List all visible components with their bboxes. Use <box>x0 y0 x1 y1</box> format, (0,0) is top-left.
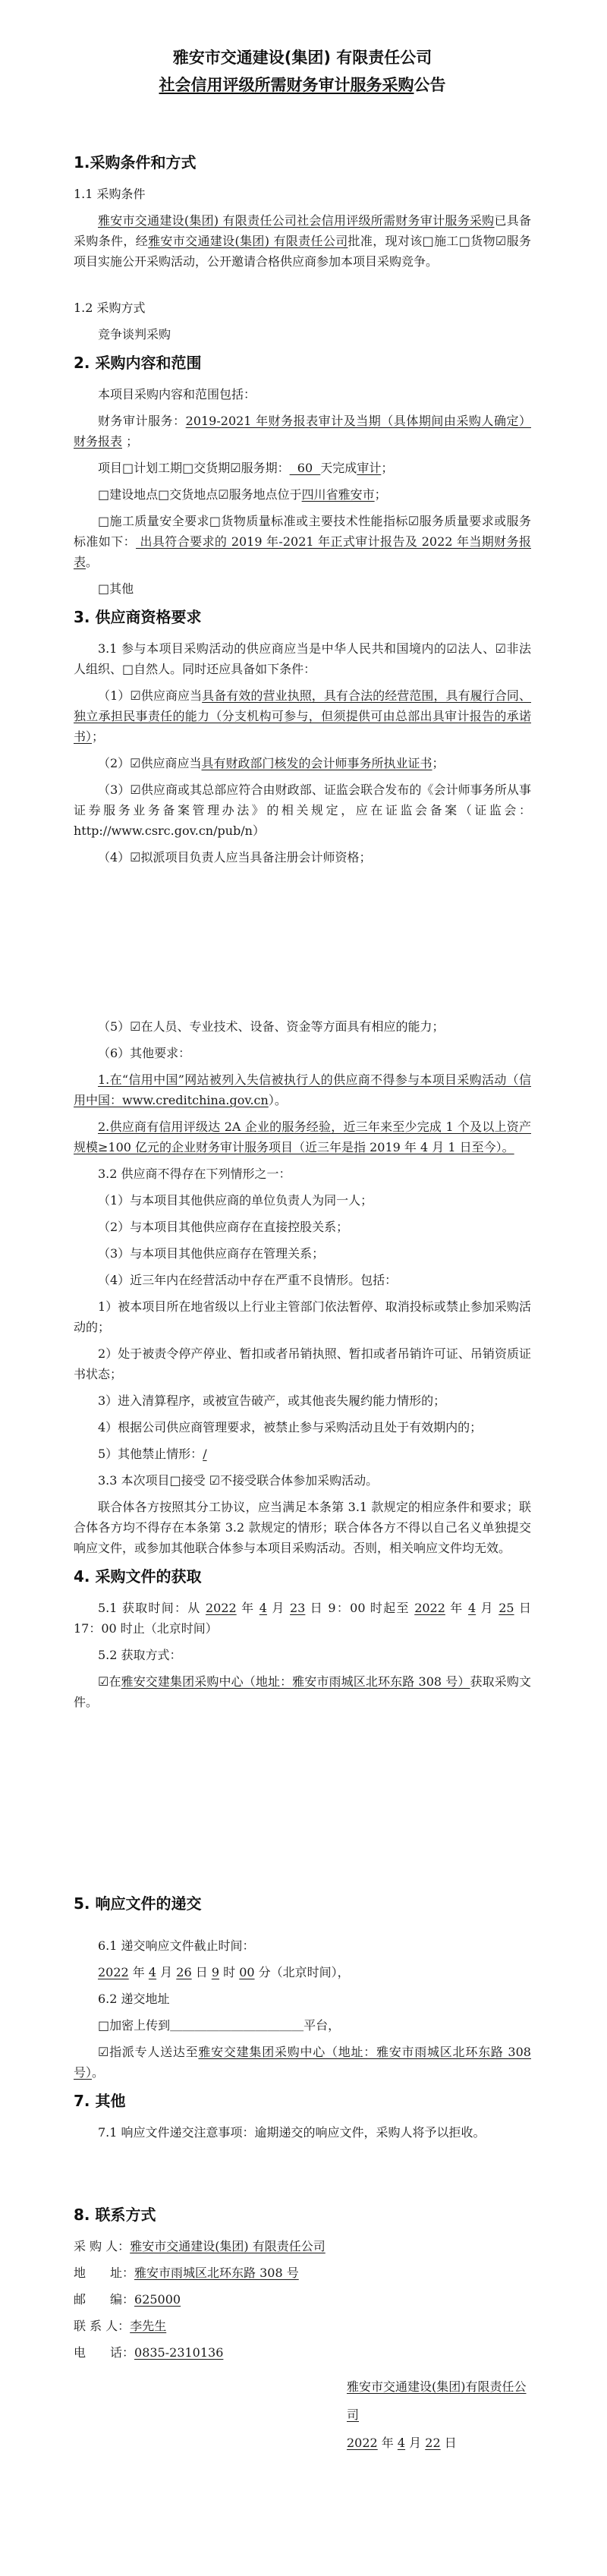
text-run: 1.在“信用中国”网站被列入失信被执行人的供应商不得参与本项目采购活动（信用中国：www.creditchina.gov.cn <box>74 1072 531 1107</box>
para-bad-situation-2 <box>74 1343 531 1384</box>
text-run: 月 <box>156 1965 177 1979</box>
document-title-block <box>74 44 531 99</box>
text-run: 公告 <box>414 76 446 94</box>
text-run: 1）被本项目所在地省级以上行业主管部门依法暂停、取消投标或禁止参加采购活动的； <box>74 1299 531 1334</box>
para-other-req-2 <box>74 1116 531 1157</box>
para-submit-address-label <box>74 1989 531 2009</box>
contact-person <box>74 2316 531 2336</box>
contact-zipcode <box>74 2289 531 2310</box>
text-run: 财务审计服务： <box>98 414 186 428</box>
para-submit-upload <box>74 2015 531 2036</box>
text-run: 3.3 本次项目□接受 ☑不接受联合体参加采购活动。 <box>98 1473 379 1488</box>
text-run: 4 <box>148 1965 157 1979</box>
text-run: 日 17：00 时止（北京时间） <box>74 1601 531 1636</box>
text-run: 年 <box>445 1601 468 1615</box>
text-run: □加密上传到 <box>98 2018 171 2033</box>
text-run: 地 址： <box>74 2266 135 2280</box>
text-run: ☑指派专人送达至 <box>98 2045 199 2059</box>
text-run: 天完成 <box>320 461 357 475</box>
text-run: （1）与本项目其他供应商的单位负责人为同一人； <box>98 1193 373 1208</box>
page-break-spacer-1 <box>74 874 531 1010</box>
signature-company <box>347 2373 531 2429</box>
para-bad-situation-4 <box>74 1417 531 1438</box>
text-run: 5.2 获取方式： <box>98 1648 182 1662</box>
text-run: 电 话： <box>74 2345 135 2360</box>
para-requirement-4 <box>74 847 531 868</box>
para-requirement-1 <box>74 685 531 747</box>
text-run: （2）与本项目其他供应商存在直接控股关系； <box>98 1220 349 1234</box>
text-run: 2022 <box>205 1601 237 1615</box>
text-run: ＿＿＿＿＿＿＿＿＿＿＿ <box>170 2018 304 2033</box>
text-run: 9 <box>211 1965 220 1979</box>
text-run: 5.1 获取时间：从 <box>98 1601 206 1615</box>
para-service-period <box>74 458 531 478</box>
text-run: □建设地点□交货地点☑服务地点位于 <box>98 487 302 502</box>
text-run: 日 <box>191 1965 212 1979</box>
text-run: 。 <box>86 555 99 569</box>
text-run: 2019-2021 年财务报表审计及当期（具体期间由采购人确定）财务报表 <box>74 414 531 449</box>
para-3-2 <box>74 1164 531 1184</box>
text-run: □施工质量安全要求□货物质量标准或主要技术性能指标☑服务质量要求或服务标准如下： <box>74 514 531 549</box>
para-obtain-location <box>74 1671 531 1712</box>
para-scope-intro <box>74 384 531 405</box>
text-run: 联合体各方按照其分工协议，应当满足本条第 3.1 款规定的相应条件和要求；联合体各方均不得存在本条第 3.2 款规定的情形；联合体各方不得以自己名义单独提交响应文件，或参加其他联合体参与本项目采购活动。否则，相关响应文件均无效。 <box>74 1500 531 1555</box>
text-run: 60 <box>289 461 321 475</box>
para-consortium <box>74 1497 531 1558</box>
para-bad-situation-1 <box>74 1296 531 1337</box>
text-run: 月 <box>476 1601 499 1615</box>
contact-buyer <box>74 2236 531 2256</box>
text-run: 4 <box>467 1601 476 1615</box>
text-run: （6）其他要求： <box>98 1046 191 1060</box>
text-run: 23 <box>290 1601 306 1615</box>
sub-1-2-heading <box>74 298 531 318</box>
text-run: 2022 <box>414 1601 445 1615</box>
text-run: 2.供应商有信用评级达 2A 企业的服务经验，近三年来至少完成 1 个及以上资产规模≥100 亿元的企业财务审计服务项目（近三年是指 2019 年 4 月 1 日至今）。 <box>74 1120 531 1154</box>
para-7-1 <box>74 2122 531 2143</box>
text-run: 2022 <box>98 1965 129 1979</box>
text-run: （3）与本项目其他供应商存在管理关系； <box>98 1246 325 1261</box>
section-1-heading: 1.采购条件和方式 <box>74 153 197 172</box>
section-gap-spacer <box>74 2149 531 2197</box>
text-run: 批准，现对该□施工□货物☑服务项目实施公开采购活动，公开邀请合格供应商参加本项目采购竞争。 <box>74 234 531 269</box>
document-title-line2 <box>74 71 531 99</box>
text-run: ☑在 <box>98 1674 121 1689</box>
text-run: 雅安市交通建设(集团)有限责任公司 <box>347 2379 527 2422</box>
text-run: 雅安交建集团采购中心（地址：雅安市雨城区北环东路 308 号） <box>121 1674 470 1689</box>
text-run: 具备有效的营业执照，具有合法的经营范围，具有履行合同、独立承担民事责任的能力（分支机构可参与，但须提供可由总部出具审计报告的承诺书） <box>74 688 531 744</box>
text-run: 3）进入清算程序，或被宣告破产，或其他丧失履约能力情形的； <box>98 1393 446 1408</box>
para-obtain-time <box>74 1598 531 1639</box>
text-run: 雅安交建集团采购中心（地址：雅安市雨城区北环东路 308 号） <box>74 2045 531 2080</box>
text-run: 年 <box>377 2436 398 2450</box>
para-deadline-label <box>74 1935 531 1956</box>
text-run: （2）☑供应商应当 <box>98 756 202 770</box>
para-obtain-method <box>74 1645 531 1665</box>
signature-block <box>347 2373 531 2457</box>
text-run: ； <box>92 729 105 744</box>
para-submit-delivery <box>74 2042 531 2083</box>
contact-phone <box>74 2342 531 2363</box>
text-run: ）。 <box>268 1093 287 1107</box>
text-run: 联 系 人： <box>74 2319 131 2333</box>
para-prohibited-3 <box>74 1243 531 1264</box>
para-3-3 <box>74 1470 531 1491</box>
text-run: 项目□计划工期□交货期☑服务期： <box>98 461 290 475</box>
para-deadline-value <box>74 1962 531 1982</box>
text-run: ； <box>381 461 394 475</box>
para-other-req-1 <box>74 1069 531 1110</box>
para-procurement-conditions <box>74 210 531 272</box>
text-run: □其他 <box>98 581 134 596</box>
para-other-checkbox <box>74 578 531 599</box>
text-run: 时 <box>219 1965 240 1979</box>
para-audit-service <box>74 411 531 452</box>
para-prohibited-2 <box>74 1217 531 1237</box>
para-service-quality <box>74 511 531 572</box>
text-run: 月 <box>266 1601 290 1615</box>
section-4-heading: 4. 采购文件的获取 <box>74 1567 202 1586</box>
section-2-heading: 2. 采购内容和范围 <box>74 354 202 372</box>
text-run: 邮 编： <box>74 2292 135 2307</box>
text-run: 采 购 人： <box>74 2239 131 2253</box>
text-run: 625000 <box>134 2292 181 2307</box>
sub-1-1-heading <box>74 184 531 204</box>
text-run: 竞争谈判采购 <box>98 327 171 342</box>
section-7-heading: 7. 其他 <box>74 2092 126 2110</box>
text-run: （1）☑供应商应当 <box>98 688 203 703</box>
text-run: 00 <box>239 1965 255 1979</box>
text-run: 日 9：00 时起至 <box>305 1601 415 1615</box>
text-run: 年 <box>128 1965 149 1979</box>
text-run: 获取采购文件。 <box>74 1674 531 1709</box>
text-run: 雅安市交通建设(集团) 有限责任公司 <box>130 2239 326 2253</box>
text-run: 雅安市交通建设(集团) 有限责任公司社会信用评级所需财务审计服务采购 <box>98 213 495 228</box>
text-run: 李先生 <box>130 2319 167 2333</box>
para-prohibited-4 <box>74 1270 531 1290</box>
text-run: 出具符合要求的 2019 年-2021 年正式审计报告及 2022 年当期财务报表 <box>74 534 531 569</box>
text-run: 1.2 采购方式 <box>74 301 146 315</box>
para-requirement-2 <box>74 753 531 773</box>
text-run: 26 <box>176 1965 192 1979</box>
text-run: 4 <box>397 2436 406 2450</box>
text-run: 5）其他禁止情形： <box>98 1447 203 1461</box>
text-run: （5）☑在人员、专业技术、设备、资金等方面具有相应的能力； <box>98 1019 445 1034</box>
text-run: 3.2 供应商不得存在下列情形之一： <box>98 1167 291 1181</box>
section-5-heading: 5. 响应文件的递交 <box>74 1894 202 1913</box>
para-bad-situation-5 <box>74 1444 531 1464</box>
text-run: 本项目采购内容和范围包括： <box>98 387 256 402</box>
text-run: 2）处于被责令停产停业、暂扣或者吊销执照、暂扣或者吊销许可证、吊销资质证书状态； <box>74 1346 531 1381</box>
text-run: 6.2 递交地址 <box>98 1992 170 2006</box>
text-run: 四川省雅安市 <box>301 487 375 502</box>
section-8-heading: 8. 联系方式 <box>74 2206 156 2224</box>
text-run: （4）近三年内在经营活动中存在严重不良情形。包括： <box>98 1273 398 1287</box>
text-run: 25 <box>498 1601 514 1615</box>
text-run: 4 <box>259 1601 267 1615</box>
para-prohibited-1 <box>74 1190 531 1211</box>
para-service-location <box>74 484 531 505</box>
para-requirement-6 <box>74 1043 531 1063</box>
text-run: 年 <box>236 1601 259 1615</box>
text-run: 22 <box>425 2436 441 2450</box>
text-run: 雅安市交通建设(集团) 有限责任公司 <box>148 234 348 248</box>
text-run: 日 <box>440 2436 457 2450</box>
text-run: 3.1 参与本项目采购活动的供应商应当是中华人民共和国境内的☑法人、☑非法人组织、□自然人。同时还应具备如下条件： <box>74 641 531 676</box>
para-requirement-5 <box>74 1016 531 1037</box>
text-run: 审计 <box>357 461 382 475</box>
text-run: 4）根据公司供应商管理要求，被禁止参与采购活动且处于有效期内的； <box>98 1420 483 1434</box>
text-run: 。 <box>92 2065 105 2080</box>
text-run: 雅安市雨城区北环东路 308 号 <box>134 2266 299 2280</box>
text-run: 社会信用评级所需财务审计服务采购 <box>159 76 414 94</box>
text-run: 平台， <box>304 2018 341 2033</box>
document-title-line1: 雅安市交通建设(集团) 有限责任公司 <box>172 49 432 67</box>
text-run: 分（北京时间）， <box>254 1965 350 1979</box>
text-run: 月 <box>405 2436 426 2450</box>
para-procurement-method <box>74 324 531 345</box>
text-run: 具有财政部门核发的会计师事务所执业证书 <box>201 756 432 770</box>
para-3-1 <box>74 638 531 679</box>
page-break-spacer-2 <box>74 1718 531 1885</box>
text-run: 2022 <box>347 2436 378 2450</box>
text-run: （4）☑拟派项目负责人应当具备注册会计师资格； <box>98 850 372 864</box>
text-run: 6.1 递交响应文件截止时间： <box>98 1938 255 1953</box>
text-run: / <box>203 1447 207 1461</box>
para-bad-situation-3 <box>74 1390 531 1411</box>
para-requirement-3 <box>74 779 531 841</box>
text-run: ； <box>374 487 387 502</box>
section-3-heading: 3. 供应商资格要求 <box>74 608 202 626</box>
text-run: 7.1 响应文件递交注意事项：逾期递交的响应文件，采购人将予以拒收。 <box>98 2125 486 2140</box>
signature-date <box>347 2429 531 2457</box>
text-run: 已具备采购条件，经 <box>74 213 531 248</box>
text-run: 0835-2310136 <box>134 2345 224 2360</box>
text-run: ； <box>122 434 139 449</box>
text-run: ； <box>432 756 445 770</box>
text-run: （3）☑供应商或其总部应符合由财政部、证监会联合发布的《会计师事务所从事证券服务业务备案管理办法》的相关规定，应在证监会备案（证监会：http://www.csrc.gov.cn/pub/n） <box>74 783 531 838</box>
contact-address <box>74 2263 531 2283</box>
text-run: 1.1 采购条件 <box>74 187 146 201</box>
